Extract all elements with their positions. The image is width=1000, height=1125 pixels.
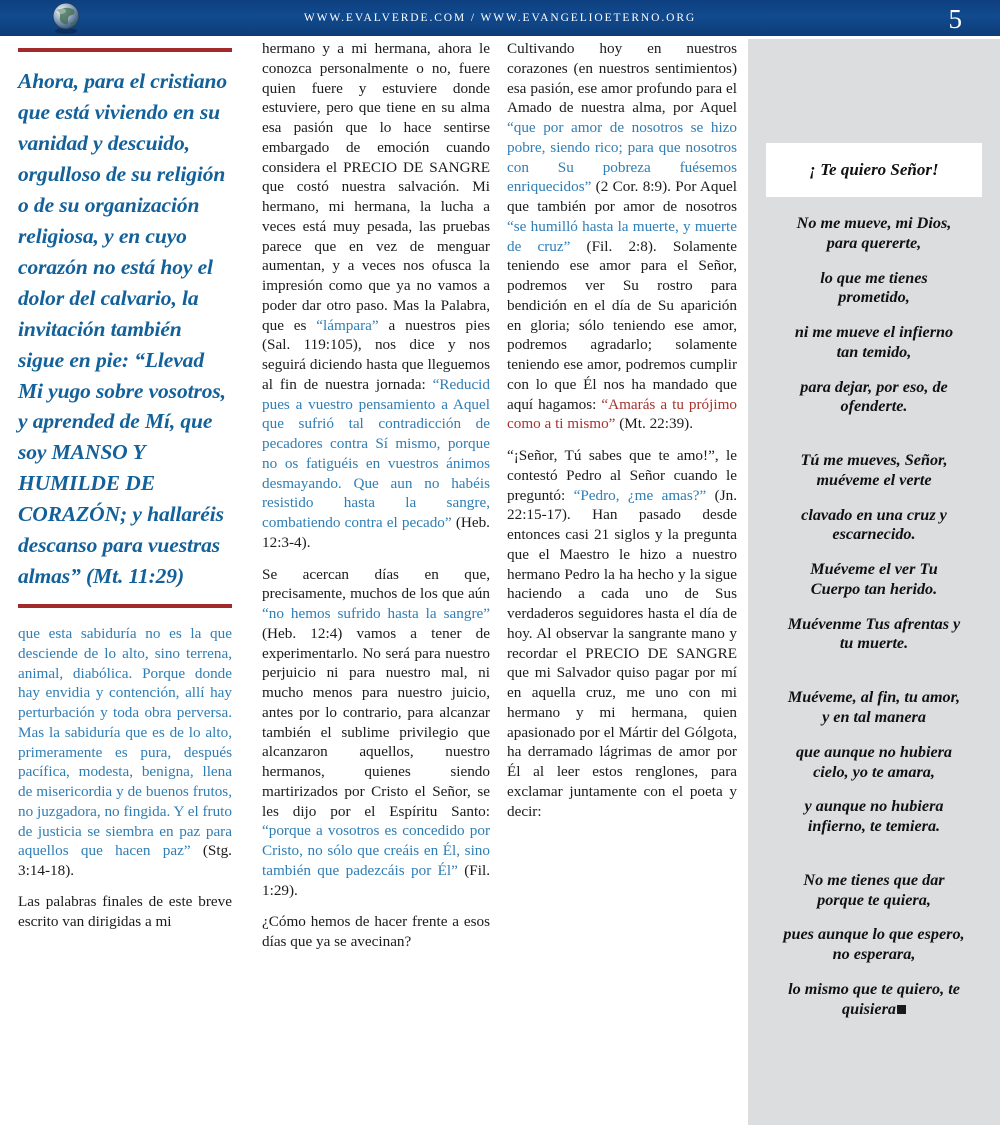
- pullquote-rule-top: [18, 48, 232, 52]
- text-run: a nuestros pies (Sal. 119:105), nos dice y nos seguirá diciendo hasta que lleguemos al fin de nuestra jornada:: [262, 316, 490, 393]
- text-run: Cultivando hoy en nuestros corazones (en nuestros sentimientos) esa pasión, ese amor profundo para el Amado de nuestra alma, por Aquel: [507, 40, 737, 117]
- paragraph: [507, 39, 737, 434]
- column-three: [507, 39, 737, 833]
- text-run: “¡Señor, Tú sabes que te amo!”, le contestó Pedro al Señor cuando le preguntó:: [507, 447, 737, 504]
- scripture-quote-blue: “Reducid pues a vuestro pensamiento a Aquel que sufrió tal contradicción de pecadores contra Sí mismo, porque no os fatiguéis en vuestros ánimos desmayando. Que aun no habéis resistido hasta la sangre, combatiendo contra el pecado”: [262, 375, 490, 531]
- pullquote-text: Ahora, para el cristiano que está viviendo en su vanidad y descuido, orgulloso de su religión o de su organización religiosa, y en cuyo corazón no está hoy el dolor del calvario, la invitación también sigue en pie: “Llevad Mi yugo sobre vosotros, y aprended de Mí, que soy MANSO Y HUMILDE DE CORAZÓN; y hallaréis descanso para vuestras almas” (Mt. 11:29): [18, 69, 228, 589]
- poem-verse: No me tienes que dar porque te quiera,: [803, 870, 945, 909]
- poem-stanza: [760, 871, 988, 1020]
- poem-verse: que aunque no hubiera cielo, yo te amara,: [795, 742, 953, 781]
- poem-verse: lo que me tienes prometido,: [820, 268, 928, 307]
- paragraph: [18, 624, 232, 881]
- poem-verse: Muéveme el ver Tu Cuerpo tan herido.: [810, 560, 938, 598]
- scripture-quote-blue: “lámpara”: [316, 316, 379, 334]
- poem-stanza: [760, 214, 988, 417]
- scripture-quote-blue: “no hemos sufrido hasta la sangre”: [262, 605, 490, 622]
- paragraph: [507, 446, 737, 821]
- paragraph: [262, 565, 490, 901]
- scripture-quote-blue: “que por amor de nosotros se hizo pobre, siendo rico; para que nosotros con Su pobreza fuésemos enriquecidos”: [507, 119, 737, 196]
- page-number: 5: [948, 4, 962, 34]
- paragraph: Las palabras finales de este breve escrito van dirigidas a mi: [18, 892, 232, 930]
- poem-verse: No me mueve, mi Dios, para quererte,: [796, 214, 952, 252]
- poem-verse: Tú me mueves, Señor, muéveme el verte: [800, 451, 948, 489]
- text-run: Se acercan días en que, precisamente, muchos de los que aún: [262, 565, 490, 603]
- paragraph: [262, 39, 490, 553]
- poem-verse: ni me mueve el infierno tan temido,: [794, 323, 954, 361]
- text-run: (2 Cor. 8:9). Por Aquel que también por amor de nosotros: [507, 178, 737, 215]
- poem-verse: Muévenme Tus afrentas y tu muerte.: [787, 614, 961, 653]
- poem-stanza: [760, 451, 988, 654]
- scripture-reference: (Heb. 12:3-4).: [262, 514, 490, 551]
- poem-verse: Muéveme, al fin, tu amor, y en tal manera: [787, 688, 961, 727]
- scripture-reference: (Fil. 1:29).: [262, 861, 490, 899]
- poem-verse: lo mismo que te quiero, te quisiera: [788, 979, 960, 1018]
- poem-stanza: [760, 688, 988, 837]
- scripture-reference: (Mt. 22:39).: [615, 415, 694, 433]
- poem-verse: pues aunque lo que espero, no esperara,: [783, 925, 965, 964]
- scripture-quote-blue: “Pedro, ¿me amas?”: [573, 486, 707, 504]
- column-one: [18, 39, 232, 942]
- poem-verse: clavado en una cruz y escarnecido.: [801, 505, 947, 544]
- poem-verse: y aunque no hubiera infierno, te temiera.: [804, 797, 944, 836]
- scripture-reference: (Stg. 3:14-18).: [18, 842, 232, 880]
- paragraph: ¿Cómo hemos de hacer frente a esos días que ya se avecinan?: [262, 913, 490, 950]
- text-run: hermano y a mi hermana, ahora le conozca personalmente o no, fuere quien fuere y estuviere donde estuviere, pero que tiene en su alma esa pasión que lo hace sentirse embargado de emoción cuando considera el PRECIO DE SANGRE que costó nuestra salvación. Mi hermano, mi hermana, la lucha a veces está muy pesada, las pruebas parece que en vez de menguar aumentan, y a veces nos ofusca la impresión como que ya no vamos a poder dar otro paso. Mas la Palabra, que es: [262, 40, 490, 334]
- header-url-text: WWW.EVALVERDE.COM / WWW.EVANGELIOETERNO.ORG: [303, 12, 697, 24]
- end-mark: [897, 1005, 906, 1014]
- scripture-quote-blue: “porque a vosotros es concedido por Cristo, no sólo que creáis en Él, sino también que padezcáis por Él”: [262, 822, 490, 879]
- poem-title: ¡ Te quiero Señor!: [809, 160, 939, 179]
- page-header: [0, 0, 1000, 36]
- scripture-quote-red: “Amarás a tu prójimo como a ti mismo”: [507, 395, 738, 433]
- text-run: (Heb. 12:4) vamos a tener de experimentarlo. No será para nuestro perjuicio ni para nuestro mal, ni mucho menos para nuestro juicio, antes por lo contrario, para alcanzar también el sublime privilegio que alcanzaron aquellos, nuestro hermanos, quienes siendo martirizados por Cristo el Señor, se les dijo por el Espíritu Santo:: [262, 624, 490, 820]
- scripture-quote-blue: “se humilló hasta la muerte, y muerte de cruz”: [507, 217, 737, 255]
- column-two: [262, 39, 490, 964]
- poem-title-box: [766, 143, 982, 197]
- text-run: (Fil. 2:8). Solamente teniendo ese amor para el Señor, podremos ver Su rostro para bendición en el día de Su aparición en gloria; sólo teniendo ese amor, podremos agradarlo; solamente teniendo ese amor, podremos cumplir con lo que Él nos ha mandado que aquí hagamos:: [507, 237, 737, 413]
- page-body: [0, 39, 1000, 1125]
- poem-verse: para dejar, por eso, de ofenderte.: [800, 377, 948, 416]
- pullquote-rule-bottom: [18, 604, 232, 608]
- text-run: (Jn. 22:15-17). Han pasado desde entonces casi 21 siglos y la pregunta que el Maestro le hizo a nuestro hermano Pedro la ha hecho y la sigue haciendo a cada uno de Sus verdaderos seguidores hasta el día de hoy. Al observar la sangrante mano y recordar el PRECIO DE SANGRE que mi Salvador quiso pagar por mí en aquella cruz, me uno con mi hermano y mi hermana, quien apasionado por el Mártir del Gólgota, ha derramado lágrimas de amor por Él al leer estos renglones, para exclamar juntamente con el poeta y decir:: [507, 486, 737, 820]
- scripture-quote-blue: que esta sabiduría no es la que desciende de lo alto, sino terrena, animal, diabólica. Porque donde hay envidia y contención, allí hay perturbación y toda obra perversa. Mas la sabiduría que es de lo alto, primeramente es pura, después pacífica, modesta, benigna, llena de misericordia y de buenos frutos, no juzgadora, no fingida. Y el fruto de justicia se siembra en paz para aquellos que hacen paz”: [18, 625, 232, 860]
- poem-body: [760, 214, 988, 1038]
